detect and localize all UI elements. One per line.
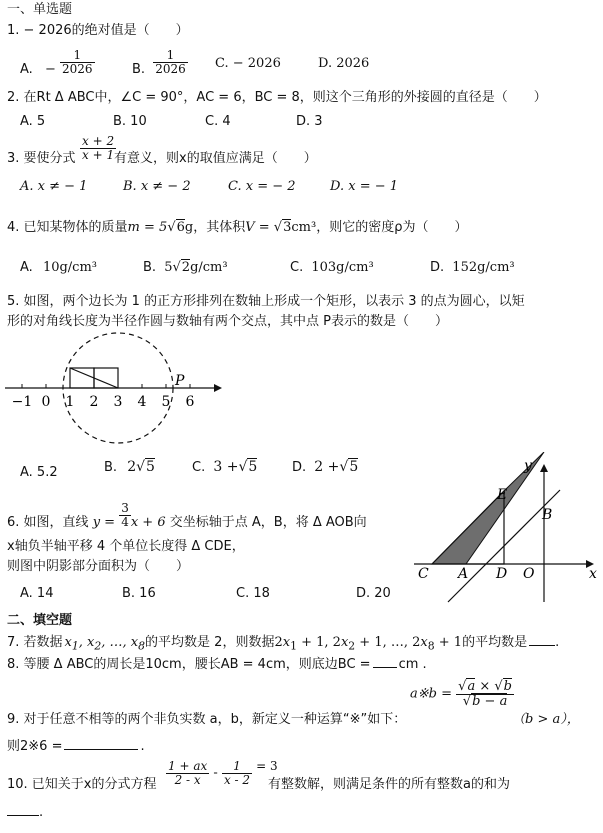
question-7: 7. 若数据 $x_1$, $x_2$, …, $x_8$的平均数是 2，则数据$2x_1 + 1$, $2x_2 + 1$, …, $2x_8 + 1$的平均数是 . bbox=[7, 635, 560, 653]
question-stem: 2. 在Rt Δ ABC中，∠C = 90°，AC = 6，BC = 8，则这个三角形的外接圆的直径是（ ） bbox=[7, 90, 547, 105]
option-c[interactable]: C. x = − 2 bbox=[228, 179, 296, 194]
question-stem-line1: 5. 如图，两个边长为 1 的正方形排列在数轴上形成一个矩形，以表示 3 的点为圆心，以矩 bbox=[7, 294, 525, 309]
question-stem-line3: 则图中阴影部分面积为（ ） bbox=[7, 559, 190, 574]
axis-tick-label: 1 bbox=[65, 394, 75, 410]
option-a[interactable]: A. 5.2 bbox=[20, 465, 58, 480]
option-d[interactable]: D. 3 bbox=[296, 114, 323, 129]
number-line-figure bbox=[0, 330, 240, 450]
axis-arrow bbox=[214, 384, 222, 392]
axis-ticks bbox=[22, 384, 190, 388]
axis-tick-label: 5 bbox=[161, 394, 171, 410]
option-a[interactable]: A. 10g/cm³ bbox=[20, 260, 98, 275]
fraction: $\frac{x + 2}{x + 1}$ bbox=[82, 134, 115, 162]
option-d[interactable]: D. 2026 bbox=[318, 56, 370, 71]
option-b[interactable]: B. 2√5 bbox=[104, 459, 155, 475]
option-a[interactable]: A. 14 bbox=[20, 586, 54, 601]
answer-line: . bbox=[7, 804, 43, 819]
option-c[interactable]: C. 4 bbox=[205, 114, 231, 129]
answer-blank[interactable] bbox=[529, 634, 555, 646]
question-8: 8. 等腰 Δ ABC的周长是10cm，腰长AB = 4cm，则底边BC = cm . bbox=[7, 657, 427, 672]
question-stem-line1: 9. 对于任意不相等的两个非负实数 a，b，新定义一种运算“※”如下： bbox=[7, 712, 407, 727]
option-d[interactable]: D. x = − 1 bbox=[330, 179, 399, 194]
axis-tick-label: 3 bbox=[113, 394, 123, 410]
option-c[interactable]: C. 18 bbox=[236, 586, 270, 601]
option-d[interactable]: D. 20 bbox=[356, 586, 391, 601]
option-b[interactable]: B. 5√2g/cm³ bbox=[143, 260, 228, 275]
label-x: x bbox=[589, 566, 597, 582]
axis-tick-label: 4 bbox=[137, 394, 147, 410]
label-y: y bbox=[524, 458, 532, 474]
label-a: A bbox=[458, 566, 469, 582]
operation-formula: a※b = $\frac{√a \times √b}{√b - a}$ bbox=[410, 679, 512, 709]
fraction: $\frac{1}{2026}$ bbox=[61, 48, 93, 76]
label-b: B bbox=[542, 507, 553, 523]
option-a[interactable]: A. 5 bbox=[20, 114, 46, 129]
square-2 bbox=[94, 368, 118, 388]
option-b[interactable]: B. 16 bbox=[122, 586, 156, 601]
option-c[interactable]: C. 3 +√5 bbox=[192, 459, 258, 475]
option-c[interactable]: C. − 2026 bbox=[215, 56, 281, 71]
option-c[interactable]: C. 103g/cm³ bbox=[290, 260, 374, 275]
option-a[interactable]: A. − $\frac{1}{2026}$ bbox=[20, 48, 93, 77]
equation: $\frac{1 + ax}{2 - x}$ - $\frac{1}{x - 2}$ = 3 bbox=[168, 759, 278, 787]
label-o: O bbox=[523, 566, 535, 582]
coordinate-figure bbox=[408, 452, 603, 604]
option-b[interactable]: B. x ≠ − 2 bbox=[123, 179, 191, 194]
section-title-fill: 二、填空题 bbox=[7, 613, 73, 628]
axis-tick-labels bbox=[12, 394, 195, 410]
axis-tick-label: −1 bbox=[11, 394, 33, 410]
option-d[interactable]: D. 152g/cm³ bbox=[430, 260, 515, 275]
fraction: $\frac{3}{4}$ bbox=[121, 501, 129, 529]
option-d[interactable]: D. 2 +√5 bbox=[292, 459, 359, 475]
label-d: D bbox=[496, 566, 508, 582]
answer-blank[interactable] bbox=[7, 804, 39, 816]
question-stem-line2: 则2※6 = . bbox=[7, 739, 145, 754]
question-stem-line1: 6. 如图，直线 y = $\frac{3}{4}$ x + 6 交坐标轴于点 A，B，将 Δ AOB向 bbox=[7, 501, 367, 530]
question-stem-line2: 形的对角线长度为半径作圆与数轴有两个交点，其中点 P表示的数是（ ） bbox=[7, 314, 448, 329]
answer-blank[interactable] bbox=[373, 656, 397, 668]
axis-tick-label: 2 bbox=[89, 394, 99, 410]
label-e: E bbox=[497, 487, 508, 503]
question-stem: 4. 已知某物体的质量m = 5√6g，其体积V = √3cm³，则它的密度ρ为（ ） bbox=[7, 220, 468, 235]
option-b[interactable]: B. 10 bbox=[113, 114, 147, 129]
fraction: $\frac{1}{2026}$ bbox=[155, 48, 186, 76]
section-title-choice: 一、单选题 bbox=[7, 2, 73, 17]
condition: （b > a）， bbox=[512, 712, 580, 727]
point-p-label: P bbox=[175, 373, 185, 389]
answer-blank[interactable] bbox=[64, 738, 138, 750]
label-c: C bbox=[418, 566, 429, 582]
question-stem: 1. − 2026的绝对值是（ ） bbox=[7, 23, 189, 38]
axis-tick-label: 6 bbox=[185, 394, 195, 410]
question-stem-line2: x轴负半轴平移 4 个单位长度得 Δ CDE， bbox=[7, 539, 245, 554]
axis-tick-label: 0 bbox=[41, 394, 51, 410]
y-axis-arrow bbox=[540, 464, 548, 472]
square-1 bbox=[70, 368, 94, 388]
option-a[interactable]: A. x ≠ − 1 bbox=[20, 179, 88, 194]
option-b[interactable]: B. $\frac{1}{2026}$ bbox=[132, 48, 186, 77]
